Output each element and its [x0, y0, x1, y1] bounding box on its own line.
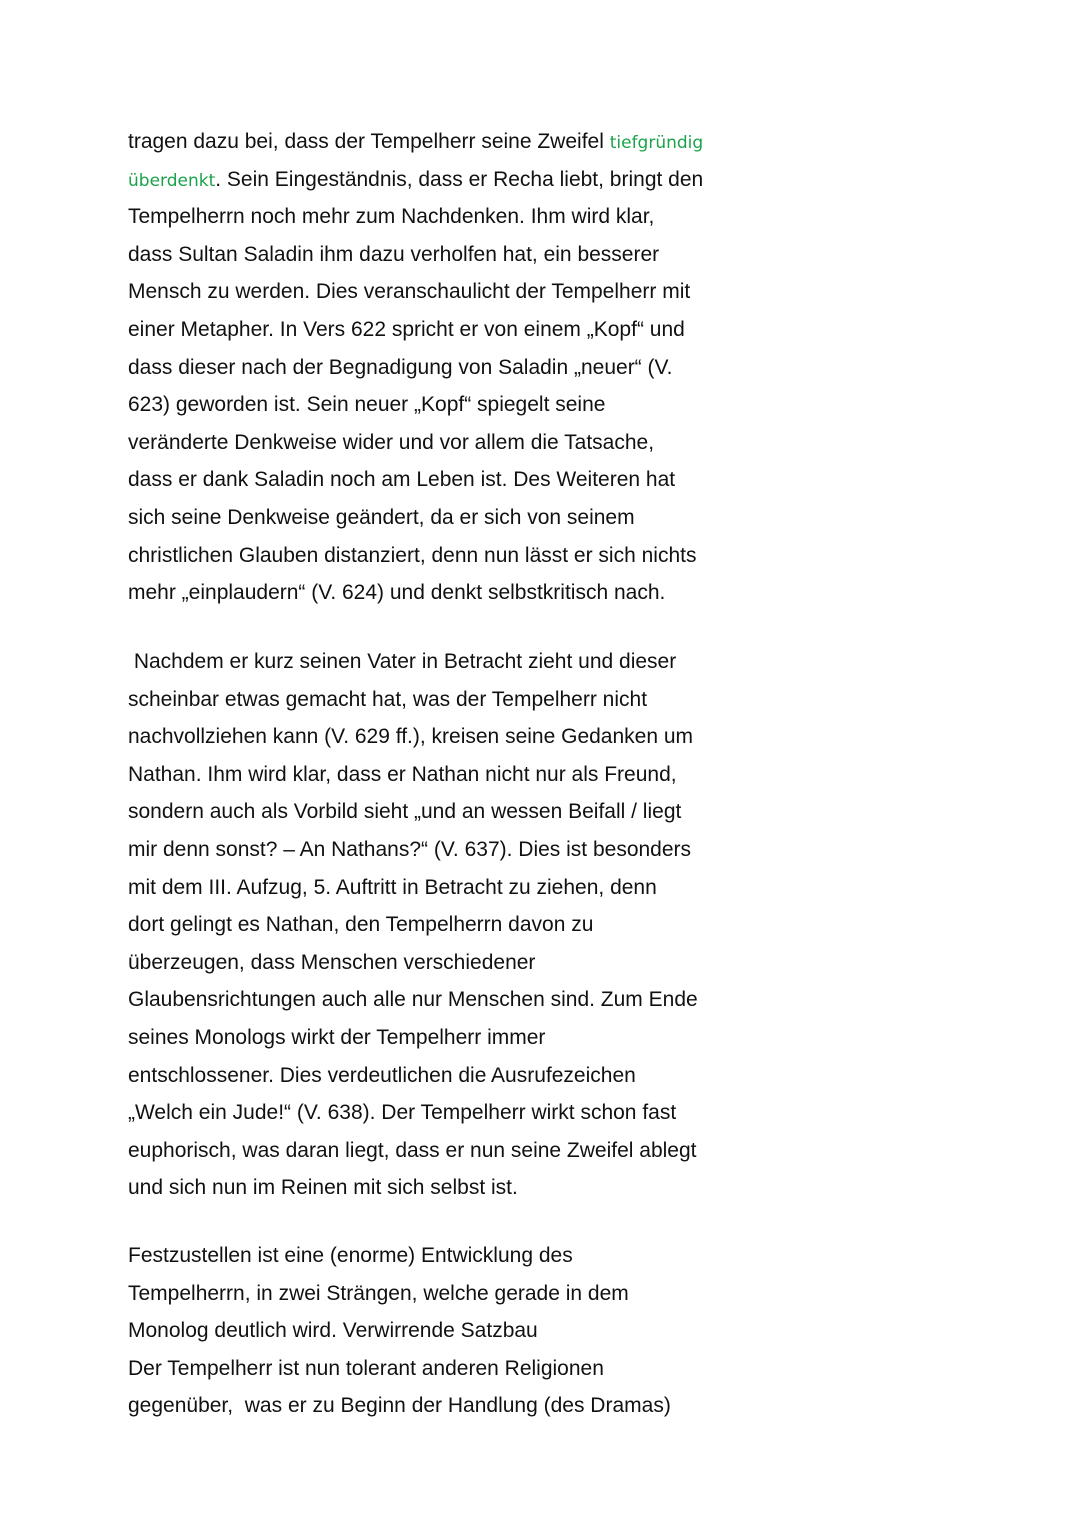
text-line: Nathan. Ihm wird klar, dass er Nathan nicht nur als Freund,: [128, 762, 677, 786]
text-line: Der Tempelherr ist nun tolerant anderen Religionen: [128, 1356, 604, 1380]
text-line: sich seine Denkweise geändert, da er sich von seinem: [128, 505, 635, 529]
text-line: Mensch zu werden. Dies veranschaulicht der Tempelherr mit: [128, 280, 691, 304]
text-line: Tempelherrn, in zwei Strängen, welche gerade in dem: [128, 1281, 629, 1305]
text-line: veränderte Denkweise wider und vor allem die Tatsache,: [128, 430, 655, 454]
text-line: überzeugen, dass Menschen verschiedener: [128, 950, 536, 974]
text-line: Monolog deutlich wird. Verwirrende Satzbau: [128, 1319, 538, 1343]
text-line: mehr „einplaudern“ (V. 624) und denkt selbstkritisch nach.: [128, 581, 666, 605]
line-text: tragen dazu bei, dass der Tempelherr seine Zweifel: [128, 130, 610, 153]
text-line: euphorisch, was daran liegt, dass er nun seine Zweifel ablegt: [128, 1138, 697, 1162]
text-line: [128, 123, 728, 161]
text-line: entschlossener. Dies verdeutlichen die Ausrufezeichen: [128, 1063, 636, 1087]
text-line: christlichen Glauben distanziert, denn nun lässt er sich nichts: [128, 543, 697, 567]
text-line: gegenüber, was er zu Beginn der Handlung (des Dramas): [128, 1394, 671, 1418]
text-line: Nachdem er kurz seinen Vater in Betracht zieht und dieser: [128, 650, 677, 673]
text-line: und sich nun im Reinen mit sich selbst ist.: [128, 1176, 518, 1200]
text-line: Tempelherrn noch mehr zum Nachdenken. Ihm wird klar,: [128, 205, 655, 229]
paragraph-2: [128, 643, 728, 1207]
text-line: 623) geworden ist. Sein neuer „Kopf“ spiegelt seine: [128, 393, 606, 417]
text-line: dass Sultan Saladin ihm dazu verholfen hat, ein besserer: [128, 242, 660, 266]
annotation-word: überdenkt: [128, 170, 216, 191]
text-line: dass er dank Saladin noch am Leben ist. Des Weiteren hat: [128, 468, 676, 492]
text-line: scheinbar etwas gemacht hat, was der Tempelherr nicht: [128, 687, 648, 711]
paragraph-3: [128, 1237, 728, 1425]
text-line: seines Monologs wirkt der Tempelherr immer: [128, 1025, 546, 1049]
text-line: mir denn sonst? – An Nathans?“ (V. 637). Dies ist besonders: [128, 837, 692, 861]
text-line: dass dieser nach der Begnadigung von Saladin „neuer“ (V.: [128, 355, 673, 379]
text-line: dort gelingt es Nathan, den Tempelherrn davon zu: [128, 913, 594, 937]
text-line: sondern auch als Vorbild sieht „und an wessen Beifall / liegt: [128, 800, 682, 824]
paragraph-1: [128, 123, 728, 612]
text-line: mit dem III. Aufzug, 5. Auftritt in Betracht zu ziehen, denn: [128, 875, 657, 899]
text-line: [128, 161, 728, 199]
text-line: „Welch ein Jude!“ (V. 638). Der Tempelherr wirkt schon fast: [128, 1101, 677, 1125]
annotation-word: tiefgründig: [609, 133, 704, 153]
text-line: Festzustellen ist eine (enorme) Entwicklung des: [128, 1244, 573, 1267]
text-line: einer Metapher. In Vers 622 spricht er von einem „Kopf“ und: [128, 317, 685, 341]
line-text: . Sein Eingeständnis, dass er Recha liebt, bringt den: [215, 167, 704, 191]
text-line: Glaubensrichtungen auch alle nur Menschen sind. Zum Ende: [128, 988, 698, 1012]
text-line: nachvollziehen kann (V. 629 ff.), kreisen seine Gedanken um: [128, 725, 694, 749]
